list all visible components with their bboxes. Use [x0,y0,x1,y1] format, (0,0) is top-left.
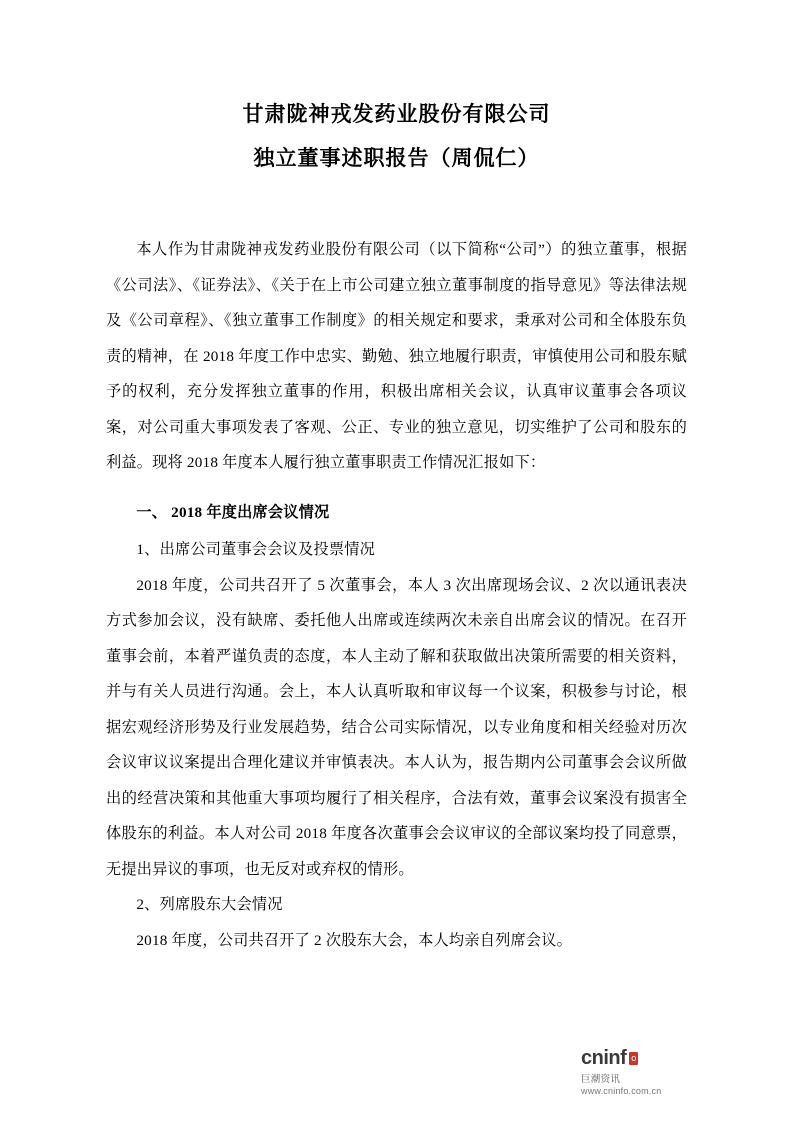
paragraph-intro: 本人作为甘肃陇神戎发药业股份有限公司（以下简称“公司”）的独立董事，根据《公司法》、《证券法》、《关于在上市公司建立独立董事制度的指导意见》等法律法规及《公司章程》、《独立董事工作制度》的相关规定和要求，秉承对公司和全体股东负责的精神，在 2018 年度工作中忠实、勤勉、独立地履行职责，审慎使用公司和股东赋予的权利，充分发挥独立董事的作用，积极出席相关会议，认真审议董事会各项议案，对公司重大事项发表了客观、公正、专业的独立意见，切实维护了公司和股东的利益。现将 2018 年度本人履行独立董事职责工作情况汇报如下： [106,241,687,471]
logo-row [581,1047,701,1070]
document-title-line1: 甘肃陇神戎发药业股份有限公司 [242,102,551,126]
paragraph-board-meetings: 2018 年度，公司共召开了 5 次董事会，本人 3 次出席现场会议、2 次以通讯表决方式参加会议，没有缺席、委托他人出席或连续两次未亲自出席会议的情况。在召开董事会前，本着严谨负责的态度，本人主动了解和获取做出决策所需要的相关资料，并与有关人员进行沟通。会上，本人认真听取和审议每一个议案，积极参与讨论，根据宏观经济形势及行业发展趋势，结合公司实际情况，以专业角度和相关经验对历次会议审议议案提出合理化建议并审慎表决。本人认为，报告期内公司董事会会议所做出的经营决策和其他重大事项均履行了相关程序，合法有效，董事会议案没有损害全体股东的利益。本人对公司 2018 年度各次董事会会议审议的全部议案均投了同意票，无提出异议的事项，也无反对或弃权的情形。 [106,576,687,878]
paragraph-shareholder-meetings: 2018 年度，公司共召开了 2 次股东大会，本人均亲自列席会议。 [136,931,573,949]
subsection-heading-1-2: 2、列席股东大会情况 [136,896,283,913]
footer-logo [581,1047,701,1096]
cninfo-logo-badge: o [631,1053,637,1063]
cninfo-logo-subtitle: 巨潮资讯 [581,1074,621,1085]
cninfo-logo-text: cninf [581,1047,627,1069]
section-heading-1: 一、 2018 年度出席会议情况 [136,503,330,521]
subsection-heading-1-1: 1、出席公司董事会会议及投票情况 [136,541,375,558]
cninfo-logo-url: www.cninfo.com.cn [581,1086,662,1096]
document-title-line2: 独立董事述职报告（周侃仁） [253,146,540,170]
